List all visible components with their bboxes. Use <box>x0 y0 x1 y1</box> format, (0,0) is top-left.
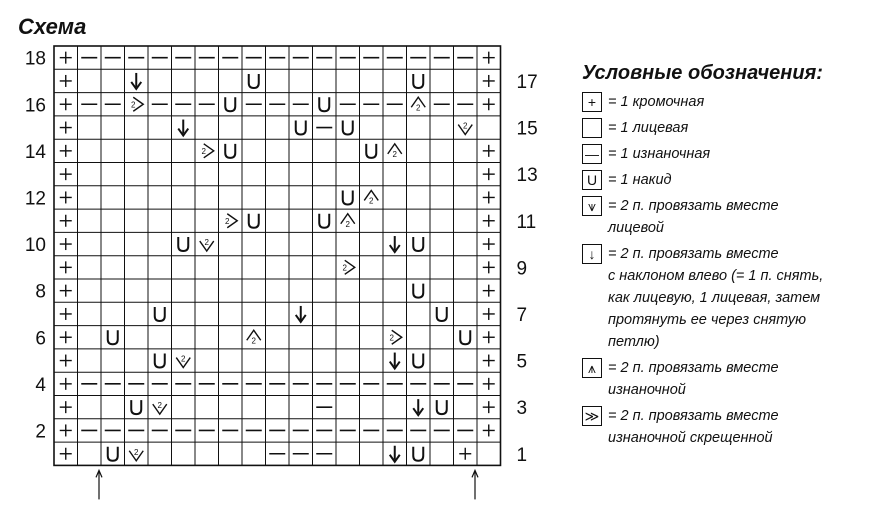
legend-symbol-icon: U <box>582 170 602 190</box>
legend-line: = 2 п. провязать вместе <box>608 198 779 214</box>
legend-text <box>608 243 823 353</box>
p2tog-tbl-icon: 2 <box>342 263 347 273</box>
row-number-left: 12 <box>24 188 46 210</box>
legend-item <box>582 405 882 449</box>
legend-item <box>582 117 882 139</box>
yarn-over-icon <box>319 97 329 111</box>
p2tog-icon: 2 <box>251 336 256 346</box>
yarn-over-icon <box>460 330 470 344</box>
legend-line: = 1 накид <box>608 172 672 188</box>
legend-item <box>582 91 882 113</box>
legend-line: изнаночной <box>608 382 686 398</box>
yarn-over-icon <box>437 307 447 321</box>
row-number-left: 6 <box>35 328 46 350</box>
legend-line: как лицевую, 1 лицевая, затем <box>608 290 821 306</box>
legend-item <box>582 143 882 165</box>
legend <box>582 62 882 449</box>
yarn-over-icon <box>249 74 259 88</box>
legend-line: = 1 кромочная <box>608 94 705 110</box>
legend-line: с наклоном влево (= 1 п. снять, <box>608 268 824 284</box>
row-number-left: 18 <box>24 48 46 70</box>
legend-text <box>608 143 710 165</box>
p2tog-tbl-icon: 2 <box>225 216 230 226</box>
yarn-over-icon <box>249 214 259 228</box>
row-number-left: 10 <box>24 235 46 257</box>
legend-title: Условные обозначения: <box>582 62 823 84</box>
yarn-over-icon <box>413 74 423 88</box>
yarn-over-icon <box>155 307 165 321</box>
k2tog-icon: 2 <box>204 238 209 248</box>
yarn-over-icon <box>319 214 329 228</box>
yarn-over-icon <box>296 121 306 135</box>
legend-text <box>608 405 779 449</box>
legend-text <box>608 357 779 401</box>
row-number-left: 2 <box>35 421 46 443</box>
p2tog-tbl-icon: 2 <box>131 100 136 110</box>
yarn-over-icon <box>108 330 118 344</box>
row-number-right: 15 <box>516 118 538 140</box>
yarn-over-icon <box>343 190 353 204</box>
row-number-left: 4 <box>35 374 46 396</box>
legend-line: = 2 п. провязать вместе <box>608 246 779 262</box>
row-number-right: 1 <box>516 444 528 466</box>
yarn-over-icon <box>366 144 376 158</box>
row-number-left: 16 <box>24 95 46 117</box>
row-number-left: 8 <box>35 281 46 303</box>
legend-symbol-icon: ⩚ <box>582 358 602 378</box>
p2tog-icon: 2 <box>416 103 421 113</box>
yarn-over-icon <box>437 400 447 414</box>
row-number-left: 14 <box>24 141 46 163</box>
legend-line: петлю) <box>608 334 660 350</box>
legend-text <box>608 117 688 139</box>
k2tog-icon: 2 <box>157 401 162 411</box>
p2tog-tbl-icon: 2 <box>389 333 394 343</box>
legend-line: = 1 лицевая <box>608 120 689 136</box>
legend-text <box>608 91 704 113</box>
yarn-over-icon <box>225 144 235 158</box>
legend-symbol-icon: ⩛ <box>582 196 602 216</box>
yarn-over-icon <box>413 284 423 298</box>
legend-item <box>582 357 882 401</box>
row-number-right: 5 <box>516 351 528 373</box>
legend-symbol-icon: ↓ <box>582 244 602 264</box>
legend-line: лицевой <box>608 220 664 236</box>
yarn-over-icon <box>178 237 188 251</box>
legend-line: протянуть ее через снятую <box>608 312 807 328</box>
legend-line: = 2 п. провязать вместе <box>608 408 779 424</box>
legend-item <box>582 243 882 353</box>
yarn-over-icon <box>225 97 235 111</box>
yarn-over-icon <box>413 354 423 368</box>
p2tog-icon: 2 <box>369 196 374 206</box>
yarn-over-icon <box>108 447 118 461</box>
p2tog-tbl-icon: 2 <box>201 146 206 156</box>
p2tog-icon: 2 <box>392 149 397 159</box>
legend-symbol-icon <box>582 118 602 138</box>
row-number-right: 9 <box>516 258 528 280</box>
row-number-right: 13 <box>516 165 538 187</box>
legend-item <box>582 169 882 191</box>
yarn-over-icon <box>343 121 353 135</box>
legend-line: = 1 изнаночная <box>608 146 711 162</box>
yarn-over-icon <box>155 354 165 368</box>
k2tog-icon: 2 <box>181 354 186 364</box>
yarn-over-icon <box>413 447 423 461</box>
row-number-right: 11 <box>516 211 537 233</box>
k2tog-icon: 2 <box>134 447 139 457</box>
legend-line: = 2 п. провязать вместе <box>608 360 779 376</box>
legend-line: изнаночной скрещенной <box>608 430 773 446</box>
yarn-over-icon <box>413 237 423 251</box>
legend-text <box>608 169 672 191</box>
legend-symbol-icon: + <box>582 92 602 112</box>
legend-text <box>608 195 779 239</box>
row-number-right: 7 <box>516 304 528 326</box>
legend-symbol-icon: — <box>582 144 602 164</box>
legend-symbol-icon: ≫ <box>582 406 602 426</box>
k2tog-icon: 2 <box>463 121 468 131</box>
row-number-right: 17 <box>516 71 538 93</box>
row-number-right: 3 <box>516 398 528 420</box>
p2tog-icon: 2 <box>345 219 350 229</box>
chart-title: Схема <box>18 14 87 39</box>
legend-item <box>582 195 882 239</box>
yarn-over-icon <box>131 400 141 414</box>
legend-items <box>582 91 882 449</box>
